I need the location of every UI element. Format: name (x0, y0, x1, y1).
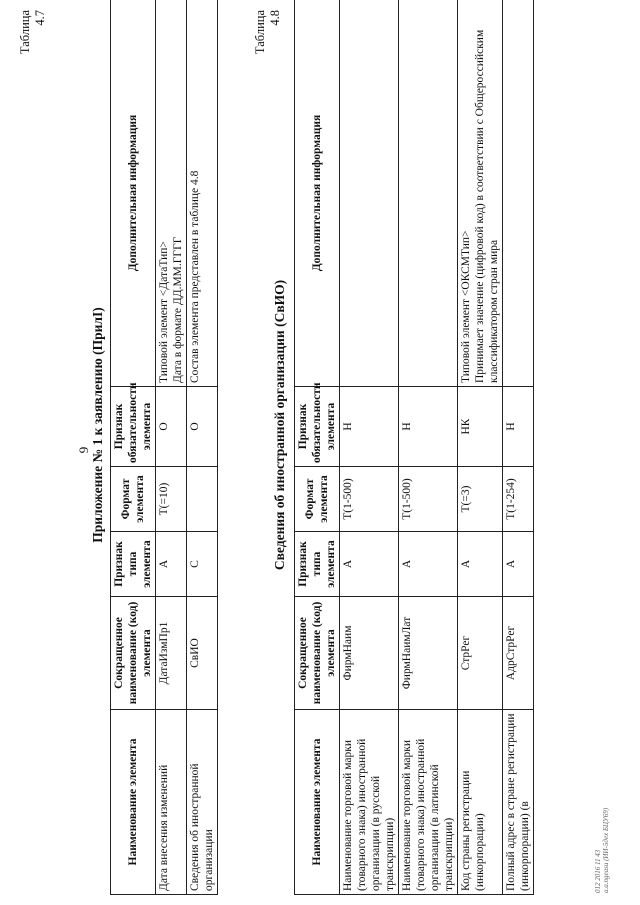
t48-header-required: Признак обязательности элемента (295, 387, 340, 467)
t47-header-type: Признак типа элемента (111, 532, 156, 597)
table-row (340, 0, 399, 895)
t47-r1-name: Дата внесения изменений (156, 710, 187, 895)
stamp-line-2: a.a.ngeasu (ИИ-5дех БЦУ69) (601, 807, 610, 893)
table-row (399, 0, 458, 895)
t48-r3-type: А (458, 532, 503, 597)
t48-r4-required: Н (503, 387, 534, 467)
t48-r1-info (340, 0, 399, 387)
t48-r3-name: Код страны регистрации (инкорпорации) (458, 710, 503, 895)
table-4-7 (110, 0, 218, 895)
t48-r4-name: Полный адрес в стране регистрации (инкорпорации) (в (503, 710, 534, 895)
table-4-8 (294, 0, 534, 895)
t47-header-code: Сокращенное наименование (код) элемента (111, 597, 156, 710)
t47-header-format: Формат элемента (111, 467, 156, 532)
t48-r4-format: Т(1-254) (503, 467, 534, 532)
t47-r2-required: О (187, 387, 218, 467)
t48-header-format: Формат элемента (295, 467, 340, 532)
t48-r2-format: Т(1-500) (399, 467, 458, 532)
page-number: 9 (76, 446, 91, 454)
t48-r2-required: Н (399, 387, 458, 467)
table-4-8-title: Сведения об иностранной организации (СвИО) (272, 279, 287, 571)
t47-r1-type: А (156, 532, 187, 597)
t48-r4-code: АдрСтрРег (503, 597, 534, 710)
t48-header-type: Признак типа элемента (295, 532, 340, 597)
t48-r2-info (399, 0, 458, 387)
table-row (503, 0, 534, 895)
t47-header-name: Наименование элемента (111, 710, 156, 895)
t48-r1-type: А (340, 532, 399, 597)
table-4-7-caption: Таблица 4.7 (18, 10, 47, 55)
t48-r2-name: Наименование торговой марки (товарного знака) иностранной организации (в латинской транскрипции) (399, 710, 458, 895)
table-row (458, 0, 503, 895)
t47-r2-format (187, 467, 218, 532)
t48-r2-type: А (399, 532, 458, 597)
t47-r1-info: Типовой элемент <ДатаТип> Дата в формате ДД.ММ.ГГГГ (156, 0, 187, 387)
registration-stamp (595, 723, 610, 893)
table-row (156, 0, 187, 895)
t48-r1-format: Т(1-500) (340, 467, 399, 532)
t47-header-required: Признак обязательности элемента (111, 387, 156, 467)
t47-r2-info: Состав элемента представлен в таблице 4.8 (187, 0, 218, 387)
t47-r2-code: СвИО (187, 597, 218, 710)
t48-r1-code: ФирмНаим (340, 597, 399, 710)
t48-r1-required: Н (340, 387, 399, 467)
t48-r3-required: НК (458, 387, 503, 467)
t47-r2-type: С (187, 532, 218, 597)
t47-r1-format: Т(=10) (156, 467, 187, 532)
t48-r4-info (503, 0, 534, 387)
table-4-7-title: Приложение № 1 к заявлению (ПрилI) (90, 307, 105, 543)
t48-r4-type: А (503, 532, 534, 597)
table-row (187, 0, 218, 895)
t47-r1-code: ДатаИзмПр1 (156, 597, 187, 710)
table-4-8-caption: Таблица 4.8 (253, 10, 282, 55)
t48-header-code: Сокращенное наименование (код) элемента (295, 597, 340, 710)
t47-header-info: Дополнительная информация (111, 0, 156, 387)
t48-r2-code: ФирмНаимЛат (399, 597, 458, 710)
t48-r3-code: СтрРег (458, 597, 503, 710)
t48-header-name: Наименование элемента (295, 710, 340, 895)
t48-r3-info: Типовой элемент <ОКСМТип> Принимает значение (цифровой код) в соответствии с Общероссийским классификатором стран мира (458, 0, 503, 387)
t48-r3-format: Т(=3) (458, 467, 503, 532)
t47-r1-required: О (156, 387, 187, 467)
t48-header-info: Дополнительная информация (295, 0, 340, 387)
stamp-line-1: 012 2016 11 43 (594, 849, 602, 893)
t47-r2-name: Сведения об иностранной организации (187, 710, 218, 895)
t48-r1-name: Наименование торговой марки (товарного знака) иностранной организации (в русской транскрипции) (340, 710, 399, 895)
